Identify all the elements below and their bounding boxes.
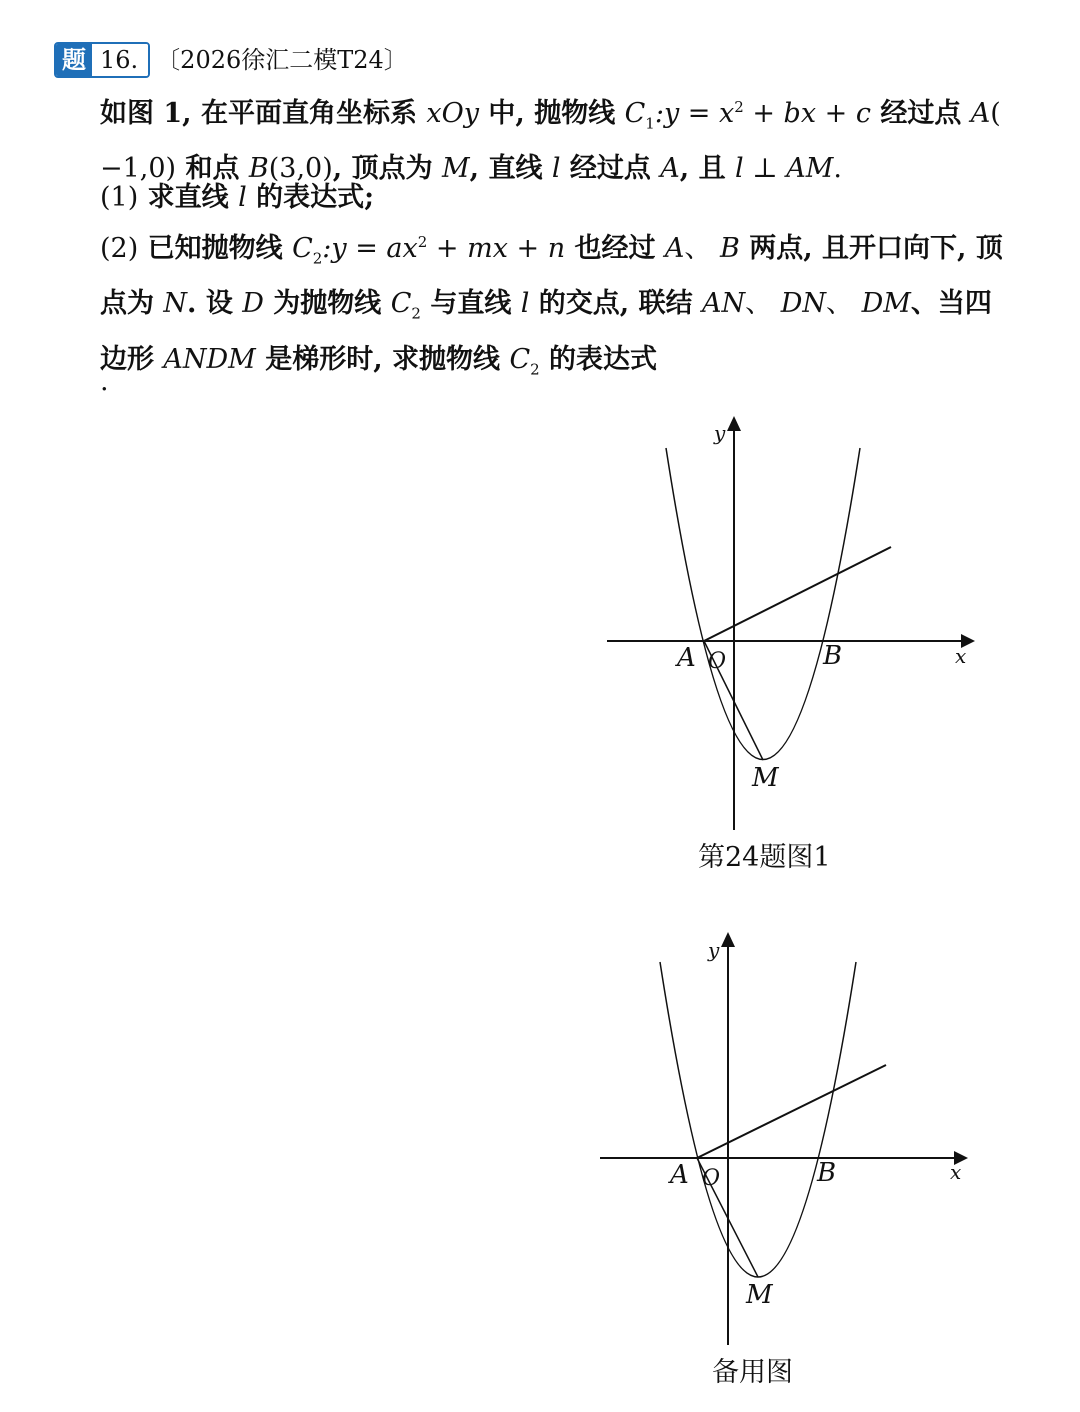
question-number: (1) bbox=[100, 182, 139, 213]
label-x: x bbox=[955, 644, 967, 668]
label-x: x bbox=[950, 1160, 962, 1184]
text: . 设 bbox=[187, 288, 243, 320]
text: , 顶点为 bbox=[332, 153, 442, 185]
math-sub: 2 bbox=[312, 249, 323, 268]
math: + mx + n bbox=[427, 233, 566, 264]
math: C bbox=[509, 343, 531, 375]
math: l ⊥ AM bbox=[735, 153, 834, 185]
math-sub: 2 bbox=[530, 360, 540, 379]
math: B bbox=[720, 233, 740, 264]
text: 为抛物线 bbox=[263, 288, 391, 320]
text: 、 bbox=[825, 288, 862, 320]
text: , 直线 bbox=[469, 153, 552, 185]
math: + bx + c bbox=[743, 98, 871, 129]
math: C bbox=[624, 98, 646, 129]
text: 的交点, 联结 bbox=[529, 288, 702, 320]
label-m: M bbox=[746, 1280, 773, 1310]
math: DN bbox=[780, 288, 826, 320]
label-m: M bbox=[752, 763, 779, 793]
math: (3,0) bbox=[268, 153, 333, 185]
label-a: A bbox=[670, 1160, 689, 1190]
label-b: B bbox=[817, 1158, 837, 1188]
math: −1,0) bbox=[100, 153, 177, 185]
label-a: A bbox=[677, 643, 696, 673]
math: AN bbox=[701, 288, 746, 320]
text: 已知抛物线 bbox=[138, 233, 293, 264]
tag-title: 题 bbox=[56, 44, 92, 76]
text: 边形 bbox=[100, 343, 164, 375]
text: 的表达式 bbox=[539, 343, 658, 375]
question-number: (2) bbox=[100, 233, 139, 264]
math: :y = ax bbox=[322, 233, 418, 264]
math: A bbox=[664, 233, 685, 264]
text: 两点, 且开口向下, 顶 bbox=[739, 233, 1003, 264]
label-y: y bbox=[714, 421, 726, 445]
line-l bbox=[697, 1065, 886, 1158]
math-sub: 1 bbox=[645, 114, 655, 133]
math: l bbox=[520, 288, 530, 320]
text: 是梯形时, 求抛物线 bbox=[255, 343, 510, 375]
math: A bbox=[970, 98, 991, 129]
math: DM bbox=[861, 288, 911, 320]
math-sup: 2 bbox=[417, 233, 428, 251]
text: 如图 1, 在平面直角坐标系 bbox=[100, 98, 427, 129]
math: D bbox=[242, 288, 264, 320]
math: xOy bbox=[426, 98, 480, 129]
math: C bbox=[292, 233, 313, 264]
text: 经过点 bbox=[560, 153, 661, 185]
math: A bbox=[660, 153, 680, 185]
math: ANDM bbox=[163, 343, 256, 375]
math: N bbox=[163, 288, 188, 320]
math: l bbox=[238, 182, 247, 213]
text: 、当四 bbox=[910, 288, 992, 320]
text: ( bbox=[990, 98, 1001, 129]
text: 经过点 bbox=[870, 98, 971, 129]
math-sub: 2 bbox=[411, 304, 421, 323]
text: 和点 bbox=[176, 153, 249, 185]
text: 中, 抛物线 bbox=[479, 98, 625, 129]
problem-source: 〔2026徐汇二模T24〕 bbox=[156, 46, 408, 74]
math: B bbox=[248, 153, 269, 185]
text: 与直线 bbox=[420, 288, 521, 320]
math: :y = x bbox=[654, 98, 735, 129]
parabola-c1 bbox=[660, 962, 856, 1277]
text: 也经过 bbox=[565, 233, 665, 264]
text: 、 bbox=[684, 233, 720, 264]
y-axis-arrow-icon bbox=[721, 932, 735, 947]
label-y: y bbox=[708, 938, 720, 962]
problem-number: 16. bbox=[92, 44, 148, 76]
math-sup: 2 bbox=[734, 98, 744, 116]
text: . bbox=[833, 153, 842, 185]
label-b: B bbox=[823, 641, 843, 671]
text: 、 bbox=[745, 288, 781, 320]
label-o: O bbox=[702, 1166, 721, 1191]
math: C bbox=[390, 288, 412, 320]
label-o: O bbox=[708, 649, 727, 674]
text: 的表达式; bbox=[246, 182, 375, 213]
math: M bbox=[441, 153, 470, 185]
text: 点为 bbox=[100, 288, 164, 320]
text: , 且 bbox=[679, 153, 735, 185]
figure-1-caption: 第24题图1 bbox=[698, 842, 831, 873]
trailing-dot: . bbox=[100, 366, 109, 397]
math: l bbox=[551, 153, 561, 185]
text: 求直线 bbox=[138, 182, 239, 213]
figure-2-caption: 备用图 bbox=[712, 1357, 793, 1388]
